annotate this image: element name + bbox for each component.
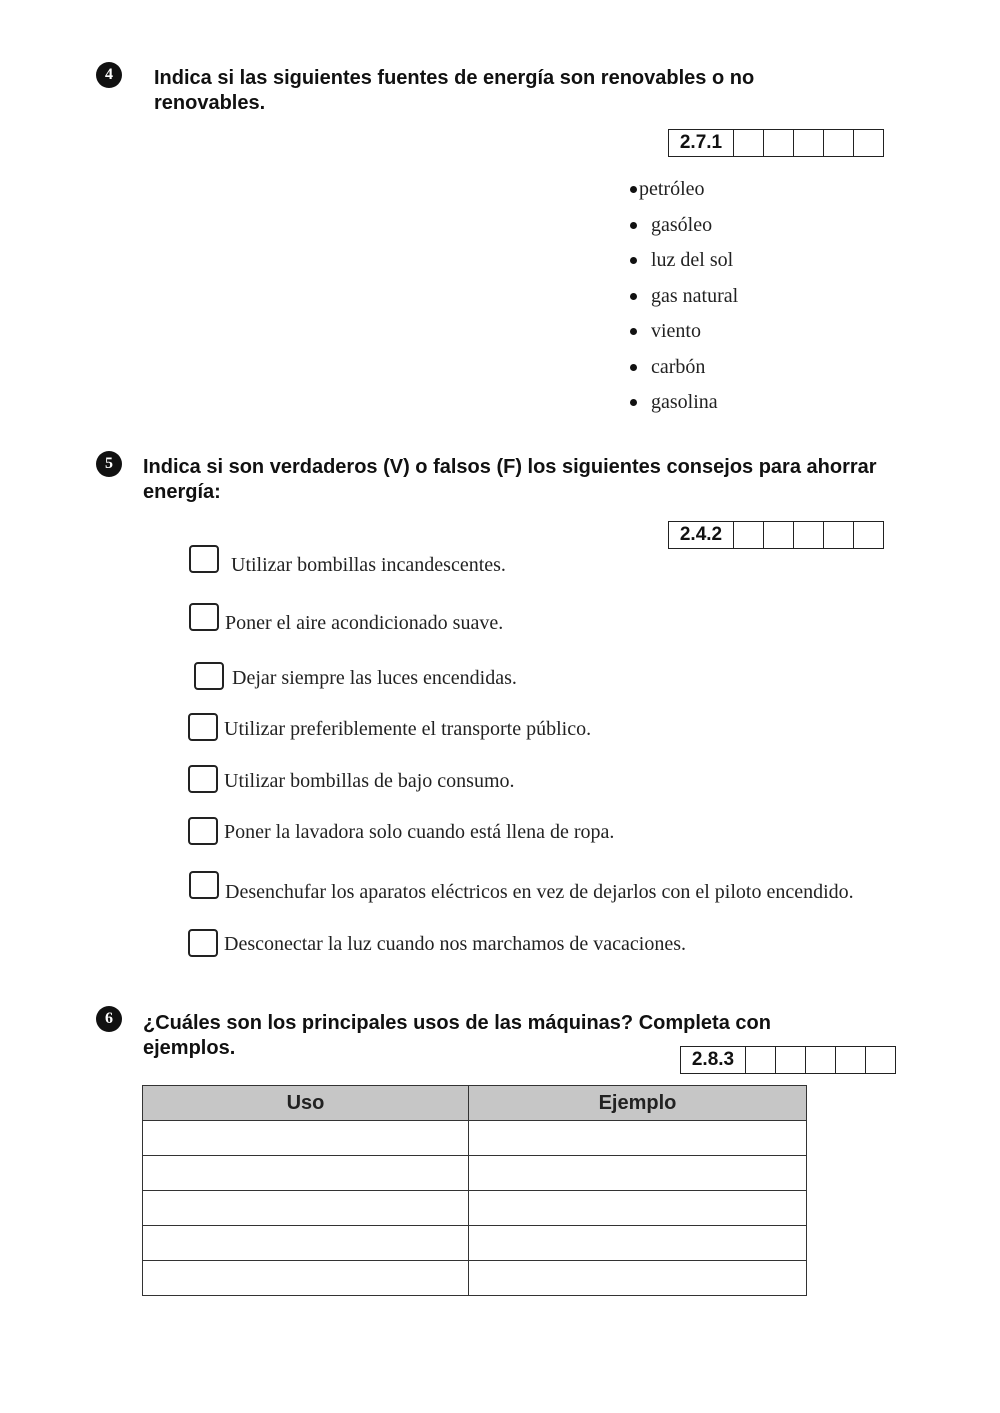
list-item bbox=[628, 350, 738, 386]
tip-label: Poner la lavadora solo cuando está llena de ropa. bbox=[224, 820, 615, 843]
question-6-number: 6 bbox=[96, 1006, 122, 1032]
score-cell[interactable] bbox=[776, 1047, 806, 1073]
score-cell[interactable] bbox=[836, 1047, 866, 1073]
list-item bbox=[628, 172, 738, 208]
ejemplo-cell[interactable] bbox=[469, 1191, 807, 1226]
question-4-line2: renovables. bbox=[154, 92, 266, 114]
question-4-line1: Indica si las siguientes fuentes de energía son renovables o no bbox=[154, 67, 755, 89]
header-uso: Uso bbox=[143, 1086, 469, 1121]
score-cell[interactable] bbox=[764, 522, 794, 548]
code-label: 2.7.1 bbox=[669, 130, 734, 156]
tip-item bbox=[188, 765, 515, 793]
uso-cell[interactable] bbox=[143, 1261, 469, 1296]
bullet-icon bbox=[630, 222, 637, 229]
energy-source-list bbox=[628, 172, 738, 421]
bullet-icon bbox=[630, 257, 637, 264]
code-box-2-4-2 bbox=[668, 521, 884, 549]
tip-item bbox=[189, 545, 506, 576]
table-header-row bbox=[143, 1086, 807, 1121]
tip-checkbox[interactable] bbox=[188, 765, 218, 793]
question-4-text bbox=[154, 66, 914, 116]
tip-label: Poner el aire acondicionado suave. bbox=[225, 611, 504, 634]
question-5-number: 5 bbox=[96, 451, 122, 477]
score-cell[interactable] bbox=[794, 130, 824, 156]
tip-item bbox=[188, 929, 686, 957]
score-cell[interactable] bbox=[806, 1047, 836, 1073]
question-5-line2: energía: bbox=[143, 481, 221, 503]
energy-source-label: viento bbox=[651, 320, 701, 343]
table-row bbox=[143, 1191, 807, 1226]
bullet-icon bbox=[630, 399, 637, 406]
ejemplo-cell[interactable] bbox=[469, 1156, 807, 1191]
tip-checkbox[interactable] bbox=[188, 817, 218, 845]
table-row bbox=[143, 1226, 807, 1261]
header-ejemplo: Ejemplo bbox=[469, 1086, 807, 1121]
tip-label: Desenchufar los aparatos eléctricos en vez de dejarlos con el piloto encendido. bbox=[225, 880, 854, 903]
tip-checkbox[interactable] bbox=[188, 713, 218, 741]
energy-source-label: carbón bbox=[651, 355, 706, 378]
energy-source-label: petróleo bbox=[639, 178, 705, 201]
tip-label: Utilizar bombillas de bajo consumo. bbox=[224, 769, 515, 792]
energy-source-label: luz del sol bbox=[651, 249, 734, 272]
uso-cell[interactable] bbox=[143, 1156, 469, 1191]
tip-checkbox[interactable] bbox=[189, 603, 219, 631]
score-cell[interactable] bbox=[746, 1047, 776, 1073]
code-label: 2.8.3 bbox=[681, 1047, 746, 1073]
code-label: 2.4.2 bbox=[669, 522, 734, 548]
score-cell[interactable] bbox=[824, 522, 854, 548]
energy-source-label: gasolina bbox=[651, 391, 718, 414]
score-cell[interactable] bbox=[854, 130, 883, 156]
tip-item bbox=[194, 662, 517, 690]
energy-source-label: gasóleo bbox=[651, 213, 713, 236]
score-cell[interactable] bbox=[734, 130, 764, 156]
machine-uses-table bbox=[142, 1085, 807, 1296]
score-cell[interactable] bbox=[734, 522, 764, 548]
score-cell[interactable] bbox=[866, 1047, 895, 1073]
score-cell[interactable] bbox=[824, 130, 854, 156]
score-cell[interactable] bbox=[764, 130, 794, 156]
bullet-icon bbox=[630, 364, 637, 371]
tip-item bbox=[189, 871, 854, 903]
tip-label: Desconectar la luz cuando nos marchamos de vacaciones. bbox=[224, 932, 687, 955]
code-box-2-7-1 bbox=[668, 129, 884, 157]
code-box-2-8-3 bbox=[680, 1046, 896, 1074]
tip-label: Utilizar bombillas incandescentes. bbox=[231, 553, 506, 576]
list-item bbox=[628, 279, 738, 315]
ejemplo-cell[interactable] bbox=[469, 1226, 807, 1261]
uso-cell[interactable] bbox=[143, 1226, 469, 1261]
tip-item bbox=[189, 603, 504, 634]
uso-cell[interactable] bbox=[143, 1191, 469, 1226]
uso-cell[interactable] bbox=[143, 1121, 469, 1156]
tip-checkbox[interactable] bbox=[194, 662, 224, 690]
score-cell[interactable] bbox=[794, 522, 824, 548]
tip-label: Dejar siempre las luces encendidas. bbox=[232, 666, 517, 689]
table-row bbox=[143, 1156, 807, 1191]
tip-checkbox[interactable] bbox=[189, 545, 219, 573]
ejemplo-cell[interactable] bbox=[469, 1261, 807, 1296]
question-6-line2: ejemplos. bbox=[143, 1037, 236, 1059]
ejemplo-cell[interactable] bbox=[469, 1121, 807, 1156]
list-item bbox=[628, 243, 738, 279]
tip-checkbox[interactable] bbox=[189, 871, 219, 899]
question-5-line1: Indica si son verdaderos (V) o falsos (F) los siguientes consejos para ahorrar bbox=[143, 456, 877, 478]
table-row bbox=[143, 1261, 807, 1296]
bullet-icon bbox=[630, 293, 637, 300]
list-item bbox=[628, 208, 738, 244]
table-row bbox=[143, 1121, 807, 1156]
tip-item bbox=[188, 713, 591, 741]
bullet-icon bbox=[630, 328, 637, 335]
list-item bbox=[628, 385, 738, 421]
energy-source-label: gas natural bbox=[651, 284, 739, 307]
tip-item bbox=[188, 817, 614, 845]
question-4-number: 4 bbox=[96, 62, 122, 88]
list-item bbox=[628, 314, 738, 350]
score-cell[interactable] bbox=[854, 522, 883, 548]
bullet-icon bbox=[630, 186, 637, 193]
tip-checkbox[interactable] bbox=[188, 929, 218, 957]
question-5-text bbox=[143, 455, 943, 505]
tip-label: Utilizar preferiblemente el transporte público. bbox=[224, 717, 592, 740]
question-6-line1: ¿Cuáles son los principales usos de las máquinas? Completa con bbox=[143, 1012, 771, 1034]
